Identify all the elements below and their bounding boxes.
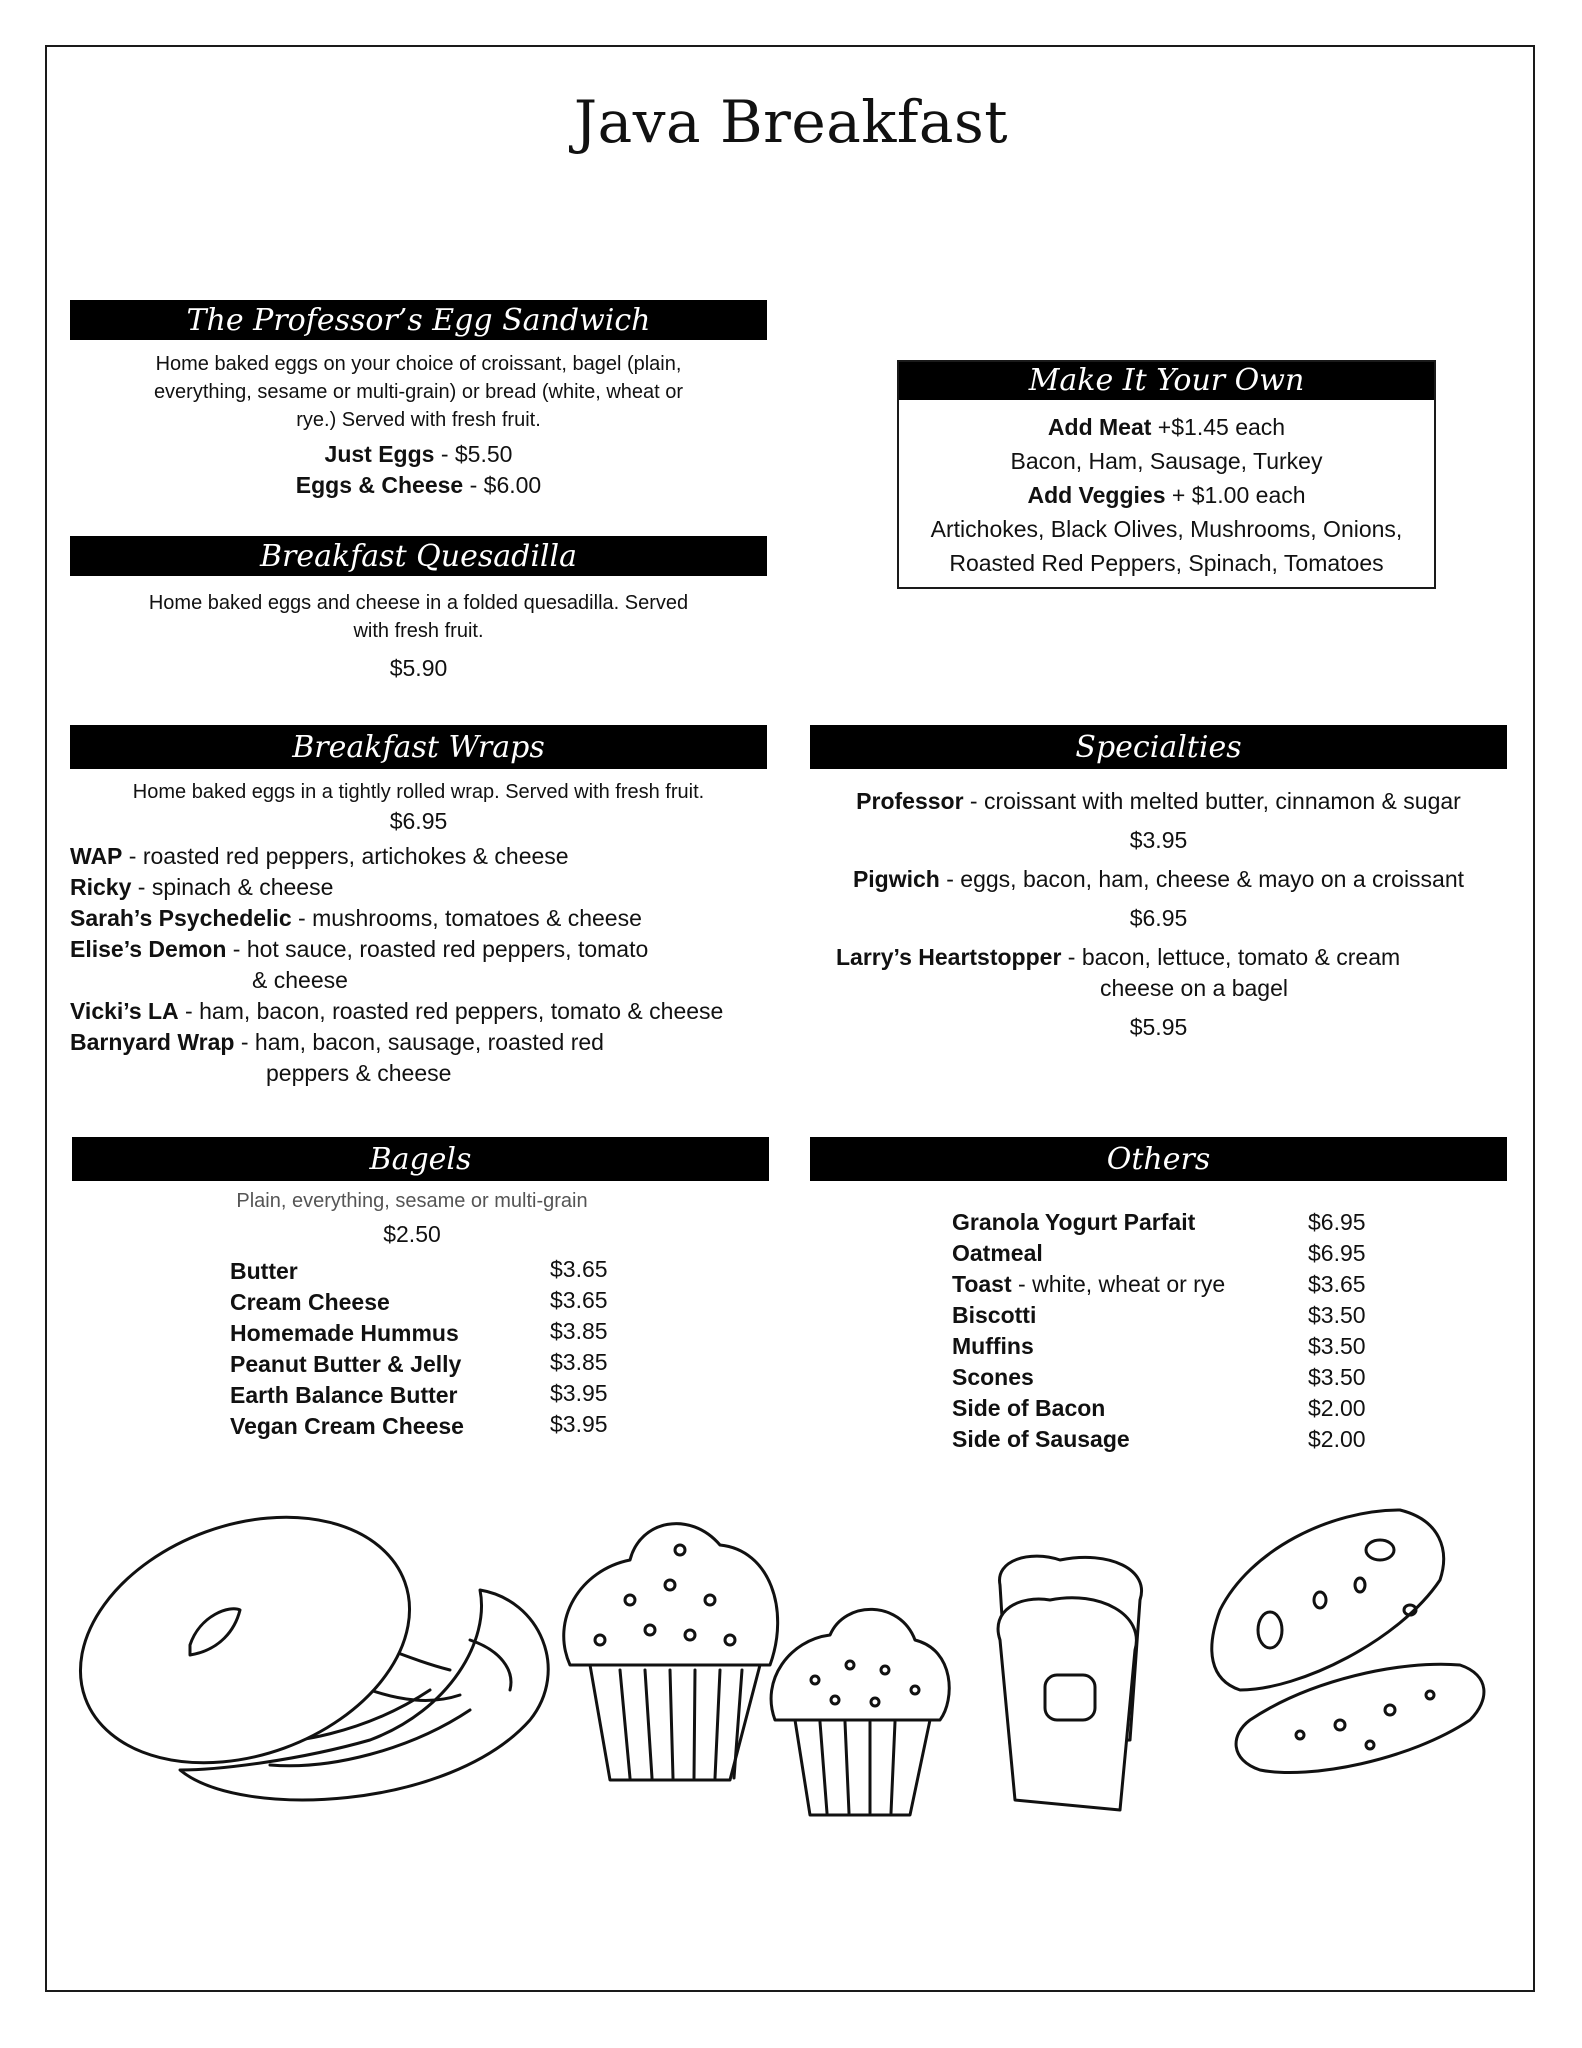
- others-item-name: Toast - white, wheat or rye: [952, 1271, 1226, 1297]
- others-item-name: Scones: [952, 1364, 1034, 1390]
- others-item-price: $6.95: [1308, 1240, 1366, 1266]
- others-item-price: $3.50: [1308, 1333, 1366, 1359]
- wrap-item: WAP - roasted red peppers, artichokes & cheese: [70, 843, 569, 869]
- others-item-name: Muffins: [952, 1333, 1034, 1359]
- egg-sandwich-item: Just Eggs - $5.50: [324, 441, 513, 467]
- bagel-topping-price: $3.65: [550, 1256, 608, 1282]
- bagel-icon: [70, 1490, 548, 1806]
- quesadilla-description: Home baked eggs and cheese in a folded quesadilla. Served with fresh fruit.: [148, 592, 689, 642]
- bagel-topping-name: Peanut Butter & Jelly: [230, 1351, 462, 1377]
- bakery-illustration: [70, 1490, 1520, 1820]
- bagels-price: $2.50: [383, 1221, 441, 1247]
- add-veggies-line: Add Veggies + $1.00 each: [1027, 482, 1306, 508]
- make-your-own-heading: Make It Your Own: [897, 360, 1436, 400]
- small-muffin-icon: [771, 1609, 949, 1815]
- bagel-topping-price: $3.85: [550, 1318, 608, 1344]
- specialty-item: Professor - croissant with melted butter, cinnamon & sugar: [856, 788, 1461, 814]
- add-meat-line: Add Meat +$1.45 each: [1047, 414, 1286, 440]
- wraps-heading: Breakfast Wraps: [70, 725, 767, 769]
- wrap-item: Ricky - spinach & cheese: [70, 874, 334, 900]
- others-item-price: $6.95: [1308, 1209, 1366, 1235]
- bagel-topping-price: $3.95: [550, 1380, 608, 1406]
- biscotti-icon: [1212, 1510, 1484, 1773]
- wraps-description: Home baked eggs in a tightly rolled wrap. Served with fresh fruit.: [132, 781, 705, 803]
- bagel-topping-price: $3.65: [550, 1287, 608, 1313]
- specialty-price: $6.95: [1129, 905, 1188, 931]
- bagel-topping-name: Vegan Cream Cheese: [230, 1413, 464, 1439]
- wrap-item-continued: & cheese: [252, 967, 348, 993]
- meat-options: Bacon, Ham, Sausage, Turkey: [1010, 448, 1323, 474]
- bagel-topping-name: Cream Cheese: [230, 1289, 390, 1315]
- specialty-item-continued: cheese on a bagel: [1100, 975, 1288, 1001]
- bagels-heading: Bagels: [72, 1137, 769, 1181]
- specialty-item: Larry’s Heartstopper - bacon, lettuce, tomato & cream: [836, 944, 1401, 970]
- quesadilla-price: $5.90: [389, 655, 448, 681]
- bagel-topping-name: Homemade Hummus: [230, 1320, 459, 1346]
- others-item-name: Side of Bacon: [952, 1395, 1106, 1421]
- others-item-name: Oatmeal: [952, 1240, 1043, 1266]
- bagel-topping-name: Butter: [230, 1258, 298, 1284]
- egg-sandwich-heading: The Professor’s Egg Sandwich: [70, 300, 767, 340]
- page-title: Java Breakfast: [573, 88, 1009, 156]
- others-item-name: Biscotti: [952, 1302, 1037, 1328]
- specialties-heading: Specialties: [810, 725, 1507, 769]
- wrap-item-continued: peppers & cheese: [266, 1060, 452, 1086]
- toast-icon: [998, 1556, 1142, 1810]
- others-heading: Others: [810, 1137, 1507, 1181]
- egg-sandwich-description: Home baked eggs on your choice of croissant, bagel (plain, everything, sesame or multi-grain) or bread (white, wheat or rye.) Served with fresh fruit.: [153, 353, 684, 431]
- others-item-name: Granola Yogurt Parfait: [952, 1209, 1196, 1235]
- wraps-price: $6.95: [389, 808, 448, 834]
- bagels-subtitle: Plain, everything, sesame or multi-grain: [236, 1190, 588, 1212]
- others-item-price: $3.50: [1308, 1364, 1366, 1390]
- others-item-price: $3.50: [1308, 1302, 1366, 1328]
- muffin-icon: [564, 1524, 778, 1780]
- others-item-price: $3.65: [1308, 1271, 1366, 1297]
- wrap-item: Barnyard Wrap - ham, bacon, sausage, roasted red: [70, 1029, 604, 1055]
- wrap-item: Elise’s Demon - hot sauce, roasted red peppers, tomato: [70, 936, 649, 962]
- veggie-options: Artichokes, Black Olives, Mushrooms, Onions,: [930, 516, 1403, 542]
- specialty-price: $3.95: [1129, 827, 1188, 853]
- egg-sandwich-item: Eggs & Cheese - $6.00: [295, 472, 542, 498]
- specialty-item: Pigwich - eggs, bacon, ham, cheese & mayo on a croissant: [852, 866, 1465, 892]
- specialty-price: $5.95: [1129, 1014, 1188, 1040]
- bagel-topping-name: Earth Balance Butter: [230, 1382, 458, 1408]
- bagel-topping-price: $3.95: [550, 1411, 608, 1437]
- bagel-topping-price: $3.85: [550, 1349, 608, 1375]
- quesadilla-heading: Breakfast Quesadilla: [70, 536, 767, 576]
- others-item-price: $2.00: [1308, 1395, 1366, 1421]
- wrap-item: Vicki’s LA - ham, bacon, roasted red peppers, tomato & cheese: [70, 998, 724, 1024]
- veggie-options: Roasted Red Peppers, Spinach, Tomatoes: [949, 550, 1384, 576]
- wrap-item: Sarah’s Psychedelic - mushrooms, tomatoes & cheese: [70, 905, 642, 931]
- others-item-price: $2.00: [1308, 1426, 1366, 1452]
- others-item-name: Side of Sausage: [952, 1426, 1130, 1452]
